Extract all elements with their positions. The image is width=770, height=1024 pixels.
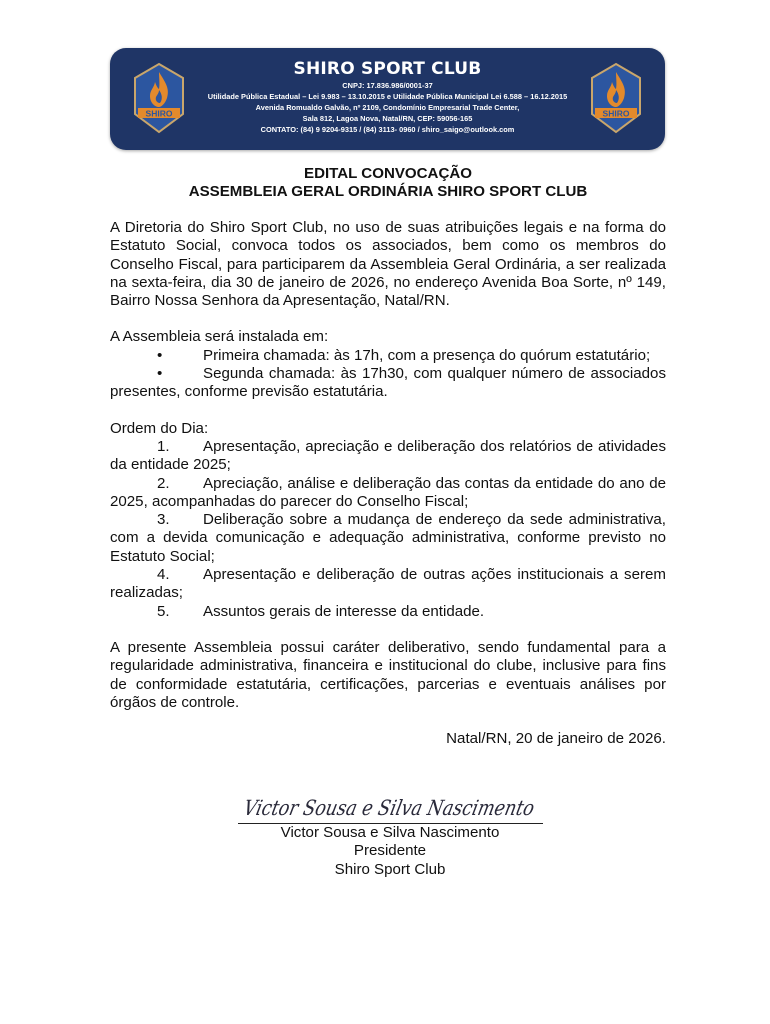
club-logo-right-icon (589, 62, 643, 134)
document-title: EDITAL CONVOCAÇÃO (304, 165, 472, 182)
agenda-number: 4. (157, 566, 170, 584)
installation-heading: A Assembleia será instalada em: (110, 328, 329, 346)
signature-text: Victor Sousa e Silva Nascimento (241, 796, 594, 821)
intro-paragraph: A Diretoria do Shiro Sport Club, no uso de suas atribuições legais e na forma do Estatuto Social, convoca todos os associados, bem como os membros do Conselho Fiscal, para participarem da Assembleia Geral Ordinária, a ser realizada na sexta-feira, dia 30 de janeiro de 2026, no endereço Avenida Boa Sorte, nº 149, Bairro Nossa Senhora da Apresentação, Natal/RN. (110, 219, 666, 310)
closing-paragraph: A presente Assembleia possui caráter deliberativo, sendo fundamental para a regularidade administrativa, financeira e institucional do clube, inclusive para fins de conformidade estatutária, certificações, parcerias e eventuais análises por órgãos de controle. (110, 638, 666, 711)
bullet: • (157, 346, 163, 364)
agenda-number: 1. (157, 437, 170, 455)
document-body (110, 165, 666, 748)
agenda-heading: Ordem do Dia: (110, 419, 209, 437)
cnpj: CNPJ: 17.836.986/0001-37 (342, 81, 433, 90)
agenda-item: 5. Assuntos gerais de interesse da entidade. (157, 602, 485, 620)
agenda-number: 5. (157, 602, 170, 620)
org-name: SHIRO SPORT CLUB (293, 59, 482, 79)
logo-text: SHIRO (145, 108, 173, 119)
agenda-item: 2. Apreciação, análise e deliberação das contas da entidade do ano de 2025, acompanhadas do parecer do Conselho Fiscal; (110, 474, 666, 510)
bullet: • (157, 365, 163, 383)
club-logo-left-icon (132, 62, 186, 134)
logo-text: SHIRO (602, 108, 630, 119)
agenda-number: 2. (157, 474, 170, 492)
agenda-item: 1. Apresentação, apreciação e deliberação dos relatórios de atividades da entidade 2025; (110, 437, 666, 474)
handwritten-signature (235, 785, 594, 823)
letterhead-banner (110, 48, 665, 150)
letterhead-text (190, 58, 585, 135)
agenda-item: 3. Deliberação sobre a mudança de endereço da sede administrativa, com a devida comunicação e adequação administrativa, conforme previsto no Estatuto Social; (110, 511, 666, 565)
signer-name: Victor Sousa e Silva Nascimento (280, 824, 500, 841)
signature-block (225, 785, 594, 879)
place-date: Natal/RN, 20 de janeiro de 2026. (446, 730, 666, 748)
signer-role: Presidente (353, 842, 427, 860)
signer-organization: Shiro Sport Club (334, 860, 446, 878)
address-line-1: Avenida Romualdo Galvão, nº 2109, Condomínio Empresarial Trade Center, (255, 103, 520, 112)
contact-info: CONTATO: (84) 9 9204-9315 / (84) 3113- 0960 / shiro_saigo@outlook.com (260, 125, 515, 134)
installation-item: • Segunda chamada: às 17h30, com qualquer número de associados presentes, conforme previsão estatutária. (110, 365, 666, 401)
agenda-number: 3. (157, 511, 170, 529)
installation-item: • Primeira chamada: às 17h, com a presença do quórum estatutário; (157, 346, 651, 364)
address-line-2: Sala 812, Lagoa Nova, Natal/RN, CEP: 59056-165 (302, 114, 473, 123)
public-utility-laws: Utilidade Pública Estadual – Lei 9.983 – 13.10.2015 e Utilidade Pública Municipal Lei 6.588 – 16.12.2015 (207, 92, 568, 101)
document-subtitle: ASSEMBLEIA GERAL ORDINÁRIA SHIRO SPORT CLUB (188, 183, 588, 200)
agenda-item: 4. Apresentação e deliberação de outras ações institucionais a serem realizadas; (110, 566, 666, 602)
